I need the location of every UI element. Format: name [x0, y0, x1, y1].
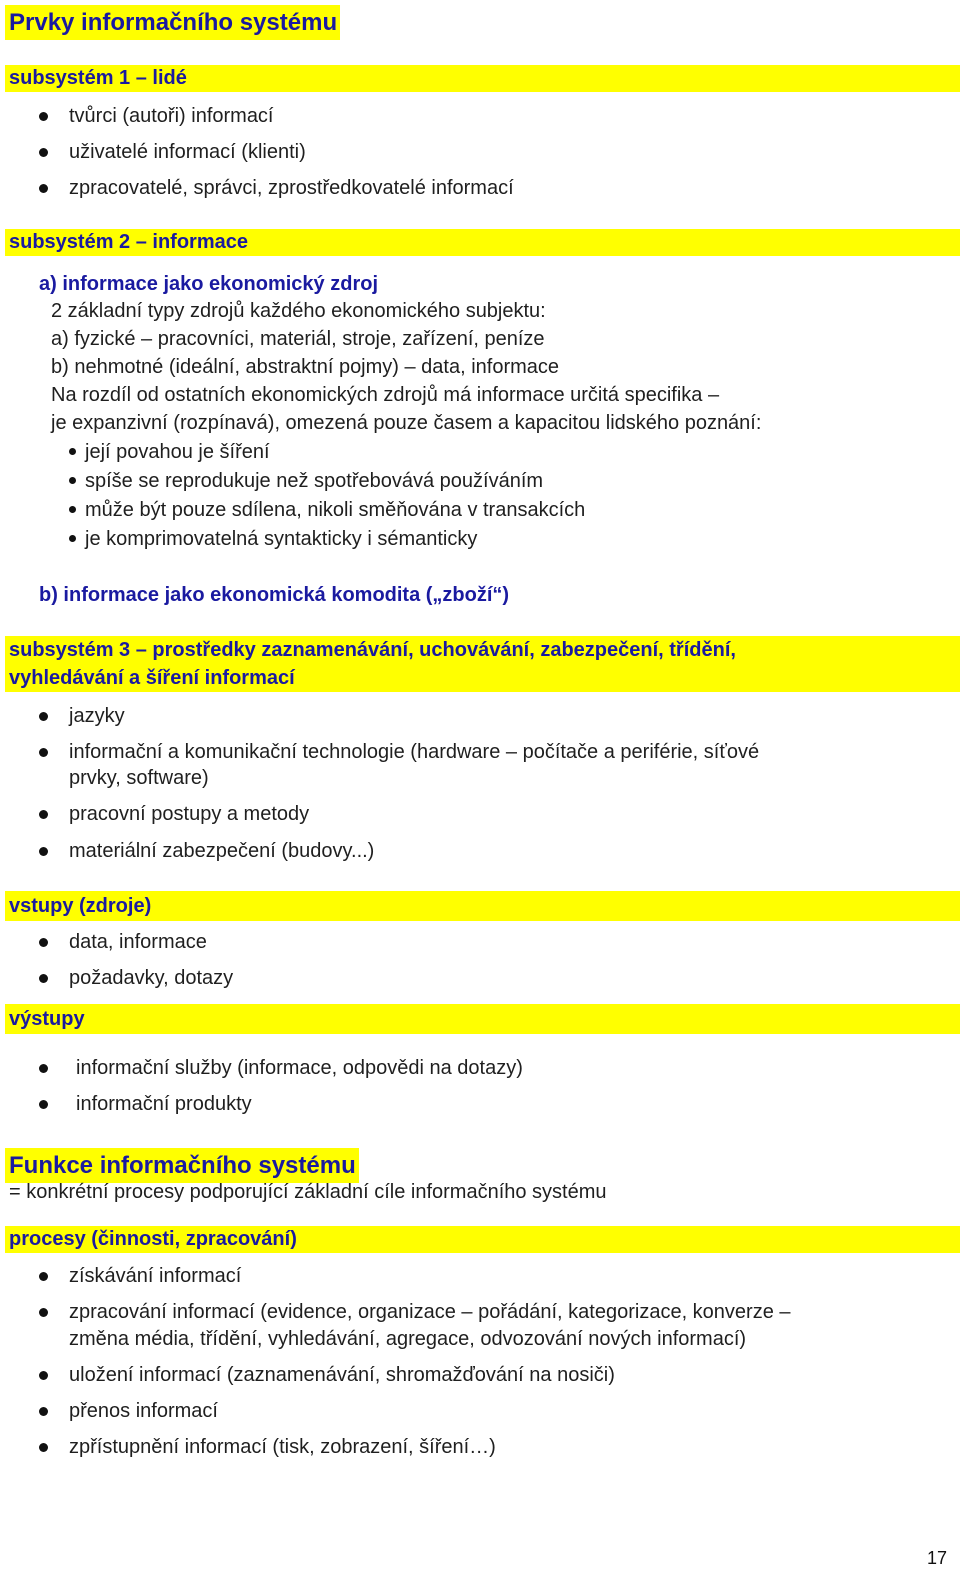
bullet-icon [39, 974, 48, 983]
sub1-item: zpracovatelé, správci, zprostředkovatelé informací [69, 177, 514, 199]
process-item: přenos informací [69, 1400, 218, 1422]
subsystem-1-heading: subsystém 1 – lidé [5, 65, 960, 92]
sub2-bullet: její povahou je šíření [85, 441, 270, 463]
bullet-icon [39, 847, 48, 856]
bullet-icon [39, 1308, 48, 1317]
inputs-item: data, informace [69, 931, 207, 953]
sub2-line: 2 základní typy zdrojů každého ekonomického subjektu: [51, 300, 546, 322]
bullet-icon [39, 712, 48, 721]
bullet-icon [39, 938, 48, 947]
inputs-heading: vstupy (zdroje) [5, 891, 960, 921]
sub2-line: Na rozdíl od ostatních ekonomických zdrojů má informace určitá specifika – [51, 384, 720, 406]
sub3-item: materiální zabezpečení (budovy...) [69, 840, 375, 862]
sub2-bullet: může být pouze sdílena, nikoli směňována v transakcích [85, 499, 586, 521]
bullet-icon [39, 1272, 48, 1281]
page-number: 17 [927, 1548, 948, 1568]
subsystem-3-heading [5, 636, 960, 692]
process-item: uložení informací (zaznamenávání, shromažďování na nosiči) [69, 1364, 615, 1386]
sub2-a-heading: a) informace jako ekonomický zdroj [39, 273, 378, 295]
process-item: zpracování informací (evidence, organizace – pořádání, kategorizace, konverze – [69, 1301, 791, 1323]
outputs-item: informační produkty [76, 1093, 252, 1115]
bullet-icon [39, 184, 48, 193]
outputs-heading: výstupy [5, 1004, 960, 1034]
bullet-icon [39, 148, 48, 157]
subsystem-3-heading-line: vyhledávání a šíření informací [9, 667, 295, 689]
inputs-item: požadavky, dotazy [69, 967, 234, 989]
processes-heading: procesy (činnosti, zpracování) [5, 1226, 960, 1253]
subsystem-3-heading-line: subsystém 3 – prostředky zaznamenávání, uchovávání, zabezpečení, třídění, [9, 639, 736, 661]
bullet-icon [39, 1100, 48, 1109]
functions-title: Funkce informačního systému [5, 1148, 359, 1183]
page-title: Prvky informačního systému [5, 5, 340, 40]
sub2-line: je expanzivní (rozpínavá), omezená pouze časem a kapacitou lidského poznání: [51, 412, 762, 434]
sub1-item: tvůrci (autoři) informací [69, 105, 274, 127]
sub2-line: a) fyzické – pracovníci, materiál, stroje, zařízení, peníze [51, 328, 545, 350]
bullet-icon [39, 112, 48, 121]
sub3-item-continuation: prvky, software) [69, 767, 209, 789]
process-item: získávání informací [69, 1265, 242, 1287]
bullet-icon [69, 535, 76, 542]
bullet-icon [69, 506, 76, 513]
subsystem-2-heading: subsystém 2 – informace [5, 229, 960, 256]
sub3-item: pracovní postupy a metody [69, 803, 310, 825]
bullet-icon [69, 448, 76, 455]
bullet-icon [39, 1407, 48, 1416]
outputs-item: informační služby (informace, odpovědi na dotazy) [76, 1057, 523, 1079]
sub3-item: informační a komunikační technologie (hardware – počítače a periférie, síťové [69, 741, 760, 763]
sub2-bullet: je komprimovatelná syntakticky i sémanticky [85, 528, 478, 550]
sub2-line: b) nehmotné (ideální, abstraktní pojmy) – data, informace [51, 356, 560, 378]
bullet-icon [39, 810, 48, 819]
sub2-bullet: spíše se reprodukuje než spotřebovává používáním [85, 470, 544, 492]
bullet-icon [39, 1371, 48, 1380]
sub1-item: uživatelé informací (klienti) [69, 141, 306, 163]
sub3-item: jazyky [69, 705, 125, 727]
bullet-icon [39, 748, 48, 757]
functions-definition: = konkrétní procesy podporující základní cíle informačního systému [9, 1181, 607, 1203]
process-item-continuation: změna média, třídění, vyhledávání, agregace, odvozování nových informací) [69, 1328, 747, 1350]
sub2-b-heading: b) informace jako ekonomická komodita („zboží“) [39, 584, 510, 606]
bullet-icon [39, 1064, 48, 1073]
bullet-icon [69, 477, 76, 484]
bullet-icon [39, 1443, 48, 1452]
process-item: zpřístupnění informací (tisk, zobrazení, šíření…) [69, 1436, 496, 1458]
